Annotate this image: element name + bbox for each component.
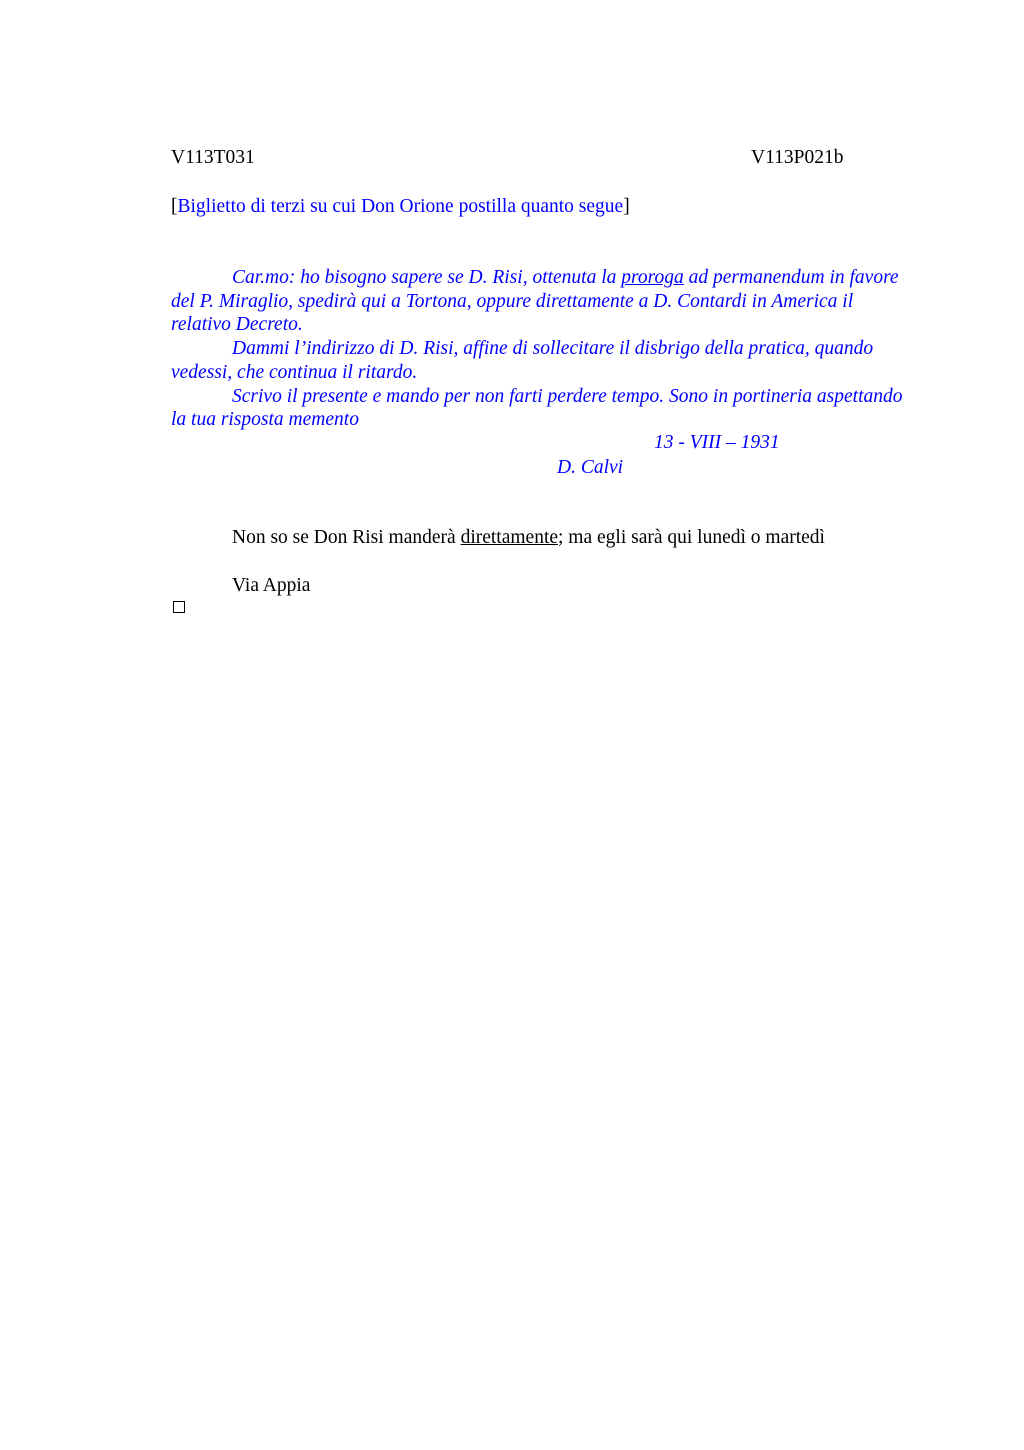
note-open-bracket: [	[171, 196, 178, 217]
letter-paragraph-3: Scrivo il presente e mando per non farti perdere tempo. Sono in portineria aspettando la tua risposta memento	[171, 385, 903, 431]
editorial-note	[171, 196, 630, 218]
note-text: Biglietto di terzi su cui Don Orione postilla quanto segue	[177, 196, 624, 217]
letter-signature: D. Calvi	[557, 457, 624, 478]
letter-p1-start: Car.mo: ho bisogno sapere se D. Risi, ottenuta la	[232, 267, 622, 288]
don-orione-reply	[232, 527, 825, 549]
third-party-letter	[171, 266, 916, 432]
reply-underlined-word: direttamente	[460, 527, 559, 548]
document-code-right: V113P021b	[751, 147, 844, 168]
reply-address: Via Appia	[232, 575, 311, 596]
reply-start: Non so se Don Risi manderà	[232, 527, 461, 548]
note-close-bracket: ]	[623, 196, 630, 217]
letter-p1-underlined-word: proroga	[621, 267, 684, 288]
end-of-document-box	[173, 601, 185, 613]
reply-end: ; ma egli sarà qui lunedì o martedì	[558, 527, 825, 548]
letter-date: 13 - VIII – 1931	[654, 432, 780, 453]
letter-paragraph-1	[171, 266, 916, 337]
letter-paragraph-2: Dammi l’indirizzo di D. Risi, affine di sollecitare il disbrigo della pratica, quando vedessi, che continua il ritardo.	[171, 338, 874, 383]
document-code-left: V113T031	[171, 147, 255, 168]
letter-p1-end: ad permanendum in favore del P. Miraglio, spedirà qui a Tortona, oppure direttamente a D. Contardi in America il relativo Decreto.	[171, 267, 899, 336]
